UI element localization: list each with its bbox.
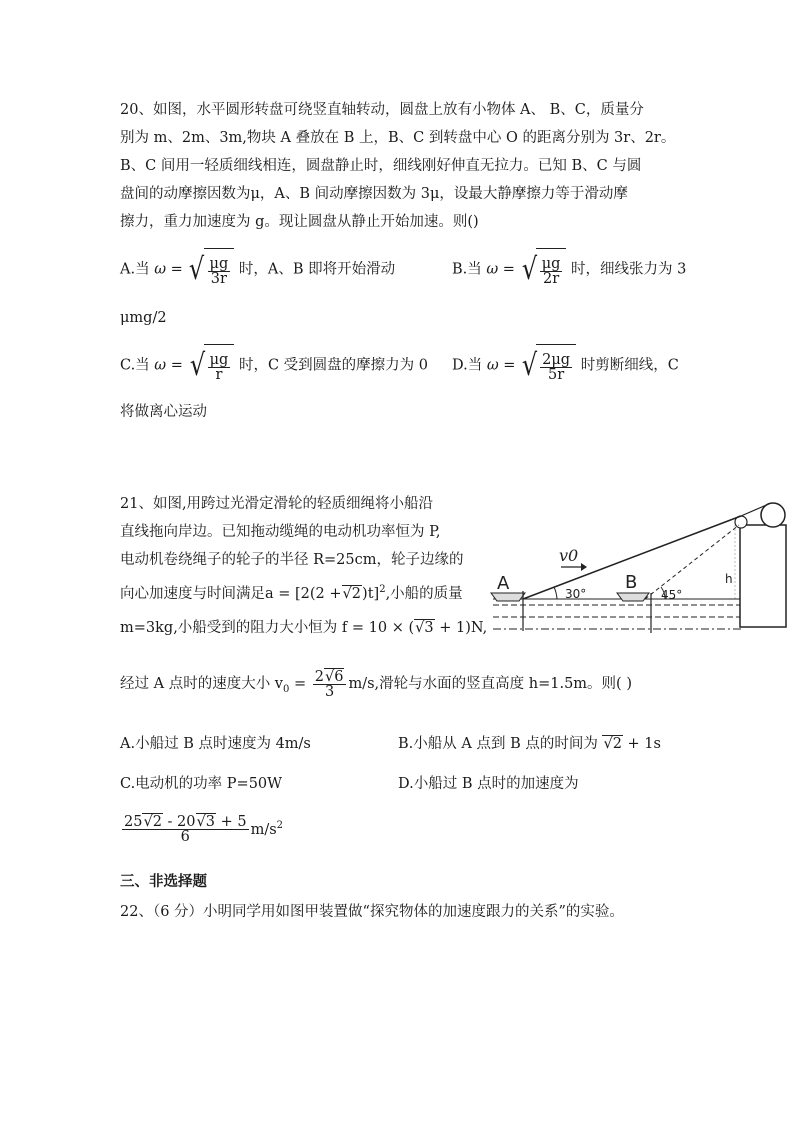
q20-option-b-cont: μmg/2	[120, 310, 167, 326]
q21-option-a: A.小船过 B 点时速度为 4m/s	[120, 736, 311, 752]
q20-b-den: 2r	[542, 270, 560, 287]
q21-figure	[485, 495, 790, 635]
q21-line5: m=3kg,小船受到的阻力大小恒为 f = 10 × (√3 + 1)N,	[120, 620, 488, 636]
q20-line3: B、C 间用一轻质细线相连，圆盘静止时，细线刚好伸直无拉力。已知 B、C 与圆	[120, 158, 642, 174]
q20-a-den: 3r	[210, 270, 227, 287]
q21-line2: 直线拖向岸边。已知拖动缆绳的电动机功率恒为 P,	[120, 524, 441, 540]
fig-label-45: 45°	[661, 588, 683, 602]
q20-line5: 擦力，重力加速度为 g。现让圆盘从静止开始加速。则()	[120, 214, 479, 230]
q21-option-d: D.小船过 B 点时的加速度为	[398, 776, 579, 792]
q21-option-c: C.电动机的功率 P=50W	[120, 776, 283, 792]
fig-label-b: B	[625, 572, 638, 593]
section-title: 三、非选择题	[120, 874, 207, 890]
q20-option-a: A.当 ω = √ $\frac{\mu g}{3r}$ 时，A、B 即将开始滑动	[120, 248, 395, 291]
q20-option-d: D.当 ω = √ $\frac{2\mu g}{5r}$ 时剪断细线，C	[452, 344, 679, 387]
q20-a-num: μg	[209, 255, 229, 272]
q21-line4: 向心加速度与时间满足$a = [2(2 +√2)t]^2$,小船的质量	[120, 584, 463, 602]
fig-label-v0: v0	[559, 546, 579, 565]
q20-line1: 20、如图，水平圆形转盘可绕竖直轴转动，圆盘上放有小物体 A、 B、C，质量分	[120, 102, 644, 118]
q21-line6: 经过 A 点时的速度大小 $v_0$ = $\frac{2√6}{3}$ m/s,滑轮与水面的竖直高度 h=1.5m。则( )	[120, 668, 632, 700]
q21-option-d-value: $\frac{25√2 - 20√3 + 5}{6}$ $m/s^2$	[124, 814, 284, 846]
q21-option-b: B.小船从 A 点到 B 点的时间为 √2 + 1s	[398, 736, 661, 752]
q20-d-num: 2μg	[542, 351, 571, 368]
q20-option-c: C.当 ω = √ $\frac{\mu g}{r}$ 时，C 受到圆盘的摩擦力为 0	[120, 344, 428, 387]
q20-option-d-cont: 将做离心运动	[120, 404, 207, 420]
q20-c-den: r	[215, 366, 223, 383]
q22-line1: 22、（6 分）小明同学用如图甲装置做“探究物体的加速度跟力的关系”的实验。	[120, 904, 624, 920]
fig-label-30: 30°	[565, 587, 587, 601]
q20-option-b: B.当 ω = √ $\frac{\mu g}{2r}$ 时，细线张力为 3	[452, 248, 686, 291]
q20-line4: 盘间的动摩擦因数为μ，A、B 间动摩擦因数为 3μ，设最大静摩擦力等于滑动摩	[120, 186, 628, 202]
q20-b-num: μg	[541, 255, 561, 272]
q21-line3: 电动机卷绕绳子的轮子的半径 R=25cm，轮子边缘的	[120, 552, 464, 568]
q20-c-num: μg	[209, 351, 229, 368]
q21-line1: 21、如图,用跨过光滑定滑轮的轻质细绳将小船沿	[120, 496, 434, 512]
fig-label-h: h	[725, 572, 733, 586]
q20-line2: 别为 m、2m、3m,物块 A 叠放在 B 上，B、C 到转盘中心 O 的距离分别为 3r、2r。	[120, 130, 676, 146]
q20-d-den: 5r	[548, 366, 565, 383]
fig-label-a: A	[497, 573, 510, 594]
